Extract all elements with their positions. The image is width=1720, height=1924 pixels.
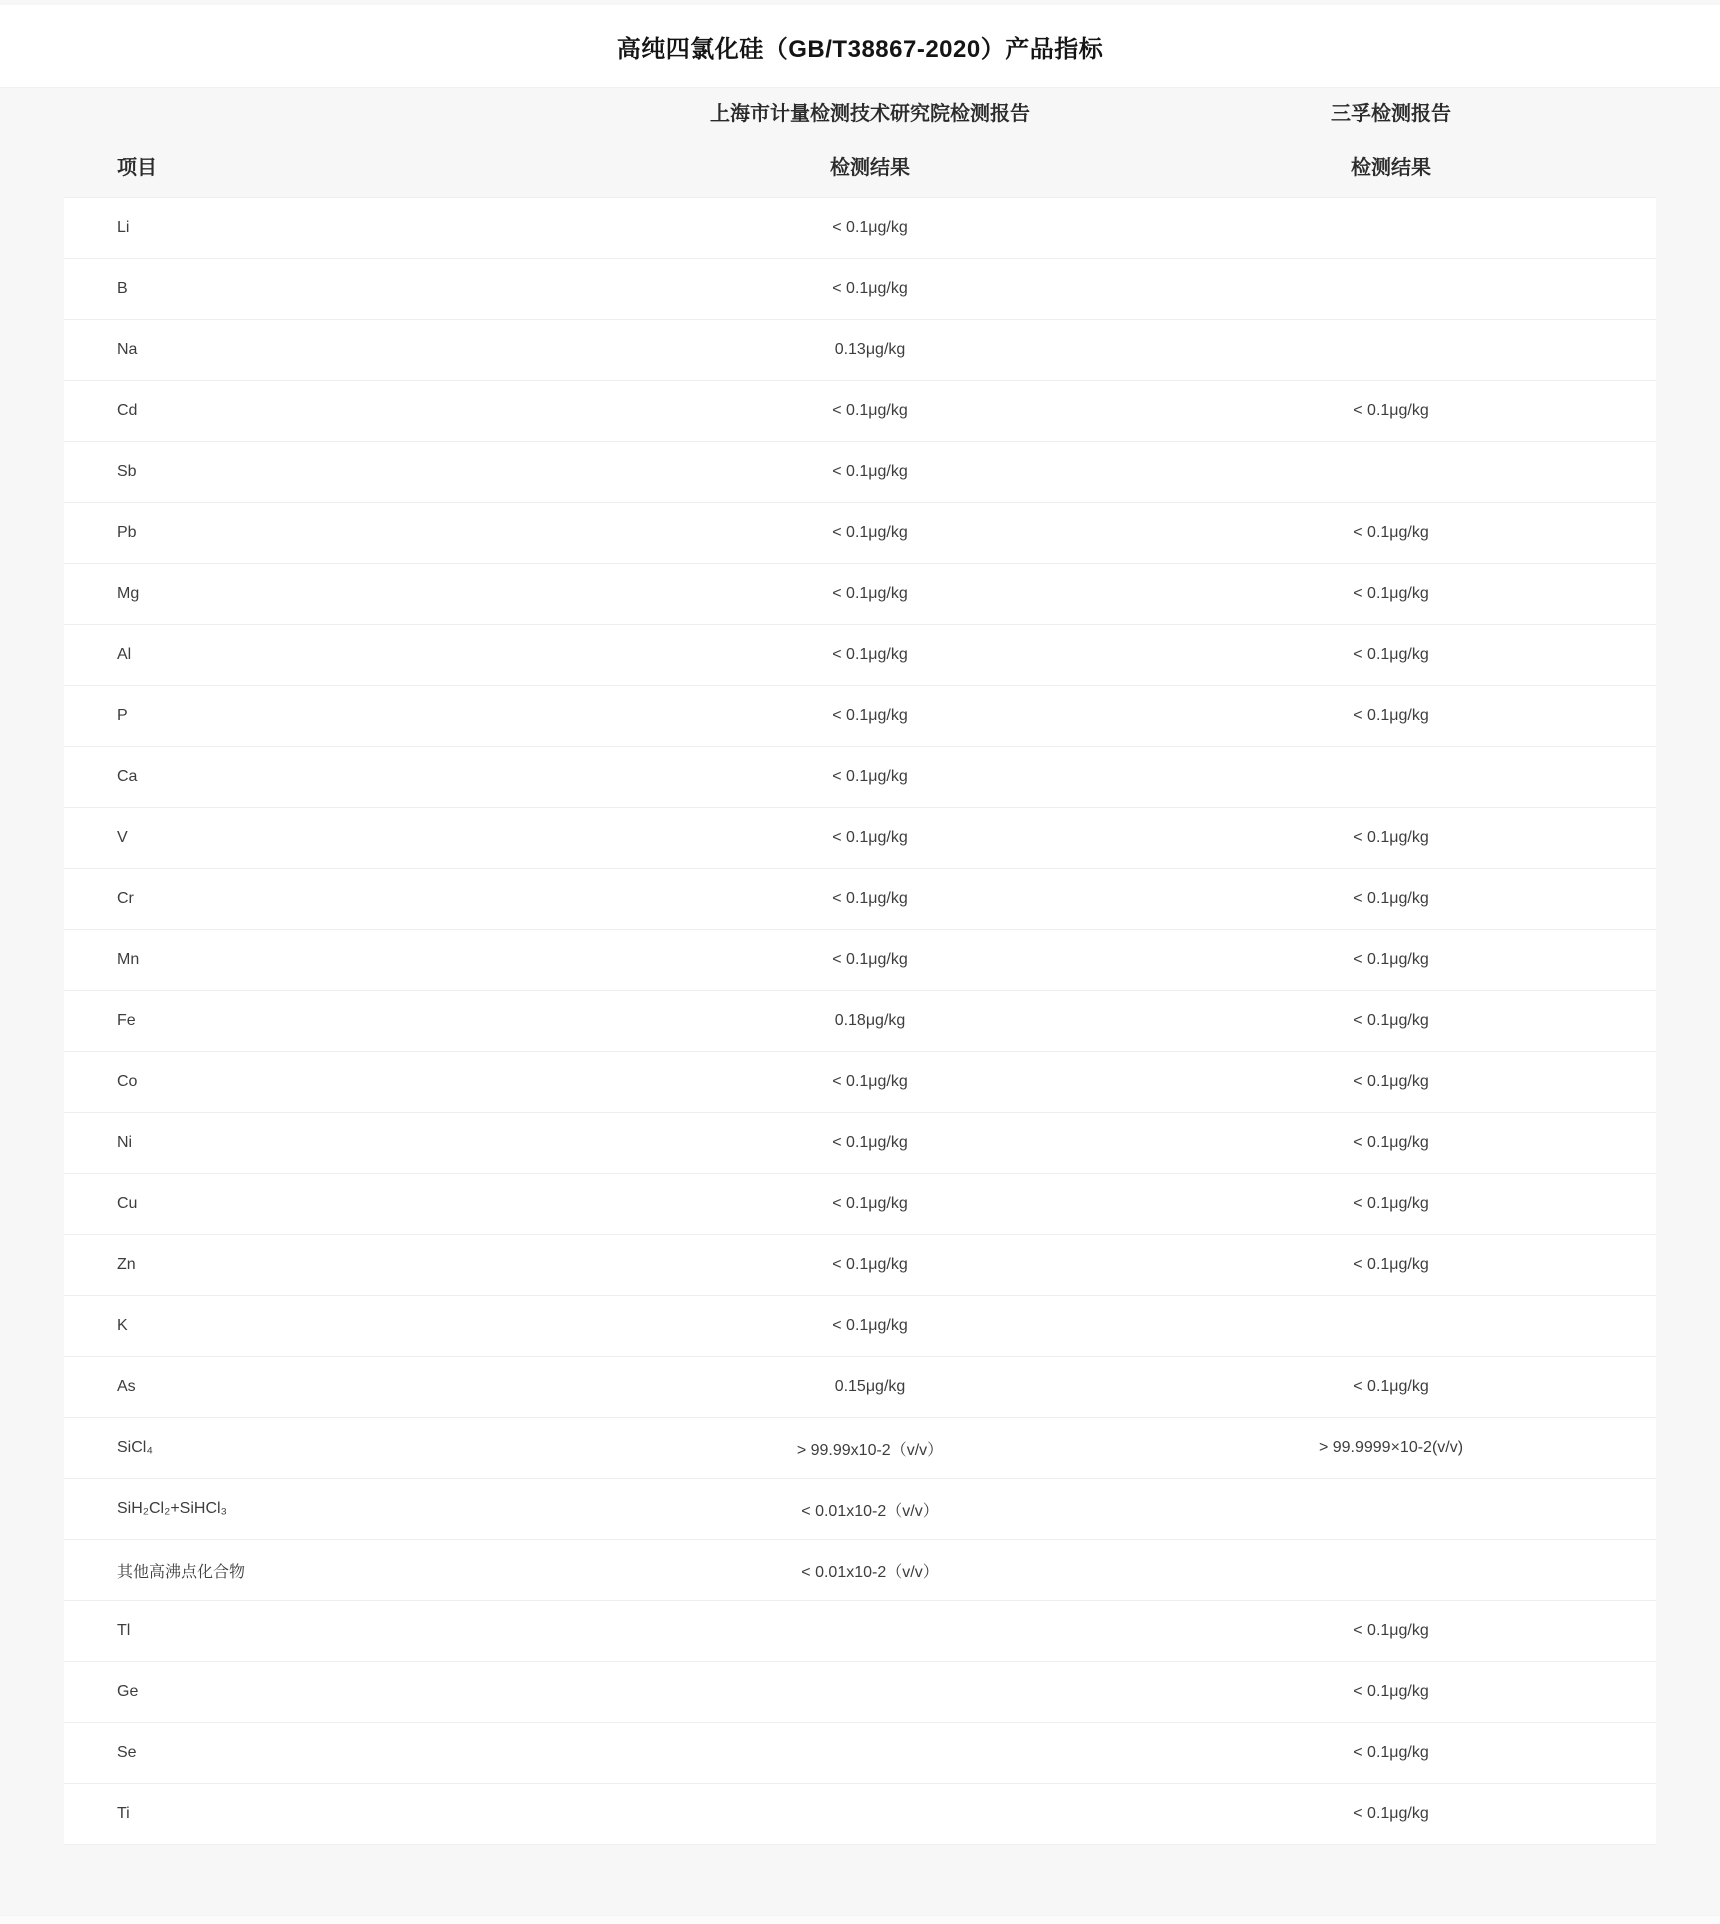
item-cell: Pb bbox=[117, 524, 137, 541]
header-item-label: 项目 bbox=[117, 157, 157, 179]
product-spec-table bbox=[64, 88, 1656, 1845]
table-row bbox=[64, 1174, 1656, 1235]
sanfu-result-cell: < 0.1μg/kg bbox=[1353, 585, 1429, 602]
table-row bbox=[64, 564, 1656, 625]
shanghai-result-cell: 0.18μg/kg bbox=[834, 1012, 906, 1029]
table-row bbox=[64, 1113, 1656, 1174]
shanghai-result-cell: > 99.99x10-2（v/v） bbox=[796, 1441, 944, 1459]
shanghai-result-cell: < 0.1μg/kg bbox=[832, 951, 908, 968]
item-cell: Ca bbox=[117, 768, 138, 785]
item-cell: Se bbox=[117, 1744, 137, 1761]
item-cell: P bbox=[117, 707, 128, 724]
table-row bbox=[64, 808, 1656, 869]
shanghai-result-cell: < 0.1μg/kg bbox=[832, 707, 908, 724]
shanghai-result-cell: < 0.1μg/kg bbox=[832, 280, 908, 297]
sanfu-result-cell: < 0.1μg/kg bbox=[1353, 646, 1429, 663]
table-row bbox=[64, 686, 1656, 747]
shanghai-result-cell: < 0.1μg/kg bbox=[832, 585, 908, 602]
table-row bbox=[64, 1784, 1656, 1845]
item-cell: Cd bbox=[117, 402, 138, 419]
item-cell: Ni bbox=[117, 1134, 133, 1151]
sanfu-result-cell: < 0.1μg/kg bbox=[1353, 1134, 1429, 1151]
table-row bbox=[64, 1540, 1656, 1601]
sanfu-result-cell: < 0.1μg/kg bbox=[1353, 1622, 1429, 1639]
sanfu-result-cell: < 0.1μg/kg bbox=[1353, 829, 1429, 846]
table-row bbox=[64, 1479, 1656, 1540]
shanghai-result-cell: < 0.1μg/kg bbox=[832, 219, 908, 236]
item-cell: Tl bbox=[117, 1622, 131, 1639]
sanfu-result-cell: < 0.1μg/kg bbox=[1353, 1744, 1429, 1761]
table-row bbox=[64, 1662, 1656, 1723]
shanghai-result-cell: < 0.1μg/kg bbox=[832, 524, 908, 541]
header-sanfu-result: 检测结果 bbox=[1351, 157, 1431, 179]
sanfu-result-cell: < 0.1μg/kg bbox=[1353, 1378, 1429, 1395]
item-cell: Ti bbox=[117, 1805, 130, 1822]
item-cell: Sb bbox=[117, 463, 137, 480]
shanghai-result-cell: < 0.1μg/kg bbox=[832, 768, 908, 785]
table-row bbox=[64, 1235, 1656, 1296]
sanfu-result-cell: < 0.1μg/kg bbox=[1353, 890, 1429, 907]
table-row bbox=[64, 930, 1656, 991]
sanfu-result-cell: < 0.1μg/kg bbox=[1353, 1012, 1429, 1029]
item-cell: 其他高沸点化合物 bbox=[117, 1563, 246, 1581]
shanghai-result-cell: < 0.1μg/kg bbox=[832, 646, 908, 663]
table-row bbox=[64, 1052, 1656, 1113]
table-row bbox=[64, 1601, 1656, 1662]
item-cell: Mn bbox=[117, 951, 140, 968]
header-shanghai-report: 上海市计量检测技术研究院检测报告 bbox=[710, 102, 1030, 125]
title-bar bbox=[0, 5, 1720, 88]
table-row bbox=[64, 320, 1656, 381]
sanfu-result-cell: > 99.9999×10-2(v/v) bbox=[1318, 1439, 1464, 1456]
table-row bbox=[64, 442, 1656, 503]
table-row bbox=[64, 503, 1656, 564]
table-row bbox=[64, 1296, 1656, 1357]
item-cell: Al bbox=[117, 646, 132, 663]
item-cell: Li bbox=[117, 219, 130, 236]
footer-strip bbox=[0, 1915, 1720, 1924]
sanfu-result-cell: < 0.1μg/kg bbox=[1353, 1256, 1429, 1273]
header-col-sanfu bbox=[1126, 88, 1656, 197]
item-cell: Zn bbox=[117, 1256, 136, 1273]
header-col-item bbox=[64, 88, 614, 197]
item-cell: As bbox=[117, 1378, 136, 1395]
sanfu-result-cell: < 0.1μg/kg bbox=[1353, 1805, 1429, 1822]
shanghai-result-cell: < 0.1μg/kg bbox=[832, 1256, 908, 1273]
header-col-shanghai bbox=[614, 88, 1126, 197]
sanfu-result-cell: < 0.1μg/kg bbox=[1353, 1073, 1429, 1090]
sanfu-result-cell: < 0.1μg/kg bbox=[1353, 524, 1429, 541]
table-row bbox=[64, 625, 1656, 686]
sanfu-result-cell: < 0.1μg/kg bbox=[1353, 951, 1429, 968]
item-cell: Fe bbox=[117, 1012, 136, 1029]
table-body bbox=[64, 197, 1656, 1845]
shanghai-result-cell: < 0.1μg/kg bbox=[832, 1195, 908, 1212]
table-row bbox=[64, 747, 1656, 808]
item-cell: Co bbox=[117, 1073, 138, 1090]
shanghai-result-cell: < 0.01x10-2（v/v） bbox=[801, 1502, 939, 1520]
item-cell: B bbox=[117, 280, 128, 297]
table-row bbox=[64, 869, 1656, 930]
table-row bbox=[64, 198, 1656, 259]
item-cell: V bbox=[117, 829, 128, 846]
shanghai-result-cell: < 0.1μg/kg bbox=[832, 1073, 908, 1090]
table-row bbox=[64, 259, 1656, 320]
header-sanfu-report: 三孚检测报告 bbox=[1331, 102, 1451, 125]
item-cell: Cr bbox=[117, 890, 134, 907]
sanfu-result-cell: < 0.1μg/kg bbox=[1353, 707, 1429, 724]
item-cell: SiCl₄ bbox=[117, 1439, 153, 1456]
table-row bbox=[64, 1723, 1656, 1784]
sanfu-result-cell: < 0.1μg/kg bbox=[1353, 1195, 1429, 1212]
shanghai-result-cell: 0.15μg/kg bbox=[834, 1378, 906, 1395]
page-title: 高纯四氯化硅（GB/T38867-2020）产品指标 bbox=[616, 35, 1104, 63]
header-shanghai-result: 检测结果 bbox=[830, 157, 910, 179]
shanghai-result-cell: < 0.1μg/kg bbox=[832, 463, 908, 480]
shanghai-result-cell: < 0.01x10-2（v/v） bbox=[801, 1563, 939, 1581]
table-row bbox=[64, 1418, 1656, 1479]
table-row bbox=[64, 1357, 1656, 1418]
item-cell: Cu bbox=[117, 1195, 138, 1212]
shanghai-result-cell: < 0.1μg/kg bbox=[832, 1134, 908, 1151]
shanghai-result-cell: < 0.1μg/kg bbox=[832, 829, 908, 846]
shanghai-result-cell: < 0.1μg/kg bbox=[832, 1317, 908, 1334]
table-row bbox=[64, 381, 1656, 442]
table-row bbox=[64, 991, 1656, 1052]
item-cell: Ge bbox=[117, 1683, 139, 1700]
shanghai-result-cell: 0.13μg/kg bbox=[834, 341, 906, 358]
sanfu-result-cell: < 0.1μg/kg bbox=[1353, 1683, 1429, 1700]
shanghai-result-cell: < 0.1μg/kg bbox=[832, 890, 908, 907]
item-cell: Mg bbox=[117, 585, 140, 602]
shanghai-result-cell: < 0.1μg/kg bbox=[832, 402, 908, 419]
sanfu-result-cell: < 0.1μg/kg bbox=[1353, 402, 1429, 419]
item-cell: K bbox=[117, 1317, 128, 1334]
header-item-spacer bbox=[64, 88, 614, 134]
item-cell: Na bbox=[117, 341, 138, 358]
table-header bbox=[64, 88, 1656, 197]
item-cell: SiH₂Cl₂+SiHCl₃ bbox=[117, 1500, 228, 1517]
